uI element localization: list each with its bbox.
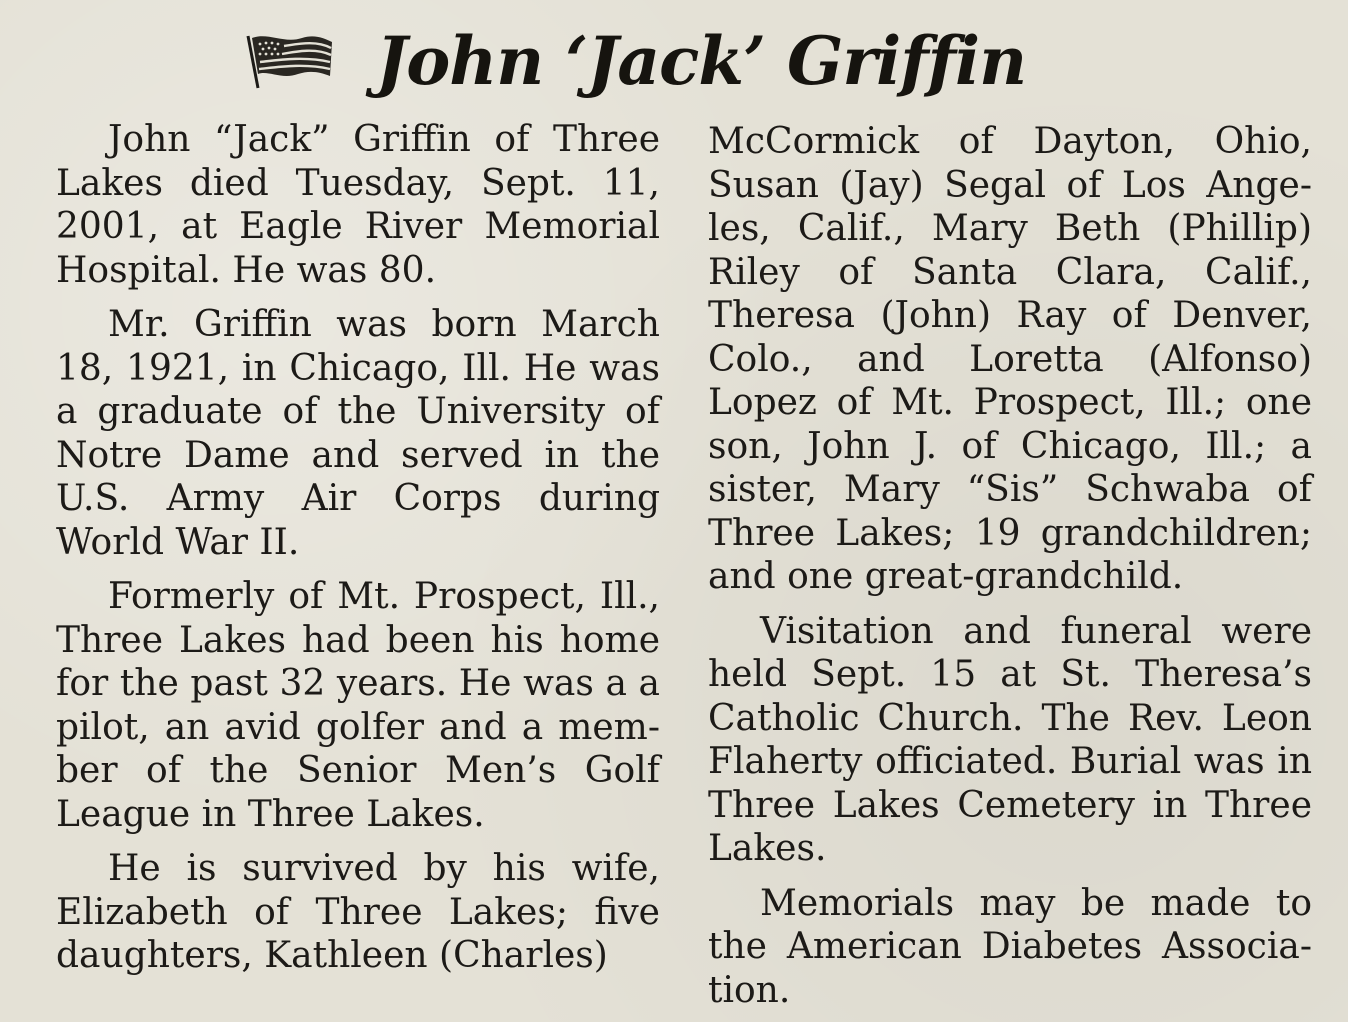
paragraph-residence: Formerly of Mt. Prospect, Ill., Three Lakes had been his home for the past 32 years. He was a a pilot, an avid golfer and a member of the Senior Men’s Golf League in Three Lakes. [56, 576, 660, 835]
obituary-headline [244, 16, 1026, 106]
paragraph-death-notice: John “Jack” Griffin of Three Lakes died Tuesday, Sept. 11, 2001, at Eagle River Memorial Hospital. He was 80. [56, 119, 660, 291]
text-column-left [56, 118, 660, 978]
text-column-right [708, 120, 1312, 1012]
american-flag-icon [244, 30, 336, 92]
paragraph-memorials: Memorials may be made to the American Diabetes Association. [708, 882, 1312, 1011]
obituary-title: John ‘Jack’ Griffin [376, 22, 1027, 100]
paragraph-biography: Mr. Griffin was born March 18, 1921, in Chicago, Ill. He was a graduate of the University of Notre Dame and served in the U.S. Army Air Corps during World War II. [56, 304, 660, 563]
paragraph-survivors-continued: McCormick of Dayton, Ohio, Susan (Jay) Segal of Los Angeles, Calif., Mary Beth (Phillip) Riley of Santa Clara, Calif., Theresa (John) Ray of Denver, Colo., and Loretta (Alfonso) Lopez of Mt. Prospect, Ill.; one son, John J. of Chicago, Ill.; a sister, Mary “Sis” Schwaba of Three Lakes; 19 grandchildren; and one great-grandchild. [708, 121, 1312, 597]
paragraph-funeral: Visitation and funeral were held Sept. 15 at St. Theresa’s Catholic Church. The Rev. Leon Flaherty officiated. Burial was in Three Lakes Cemetery in Three Lakes. [708, 610, 1312, 869]
paragraph-survivors-start: He is survived by his wife, Elizabeth of Three Lakes; five daughters, Kathleen (Charles) [56, 848, 660, 976]
